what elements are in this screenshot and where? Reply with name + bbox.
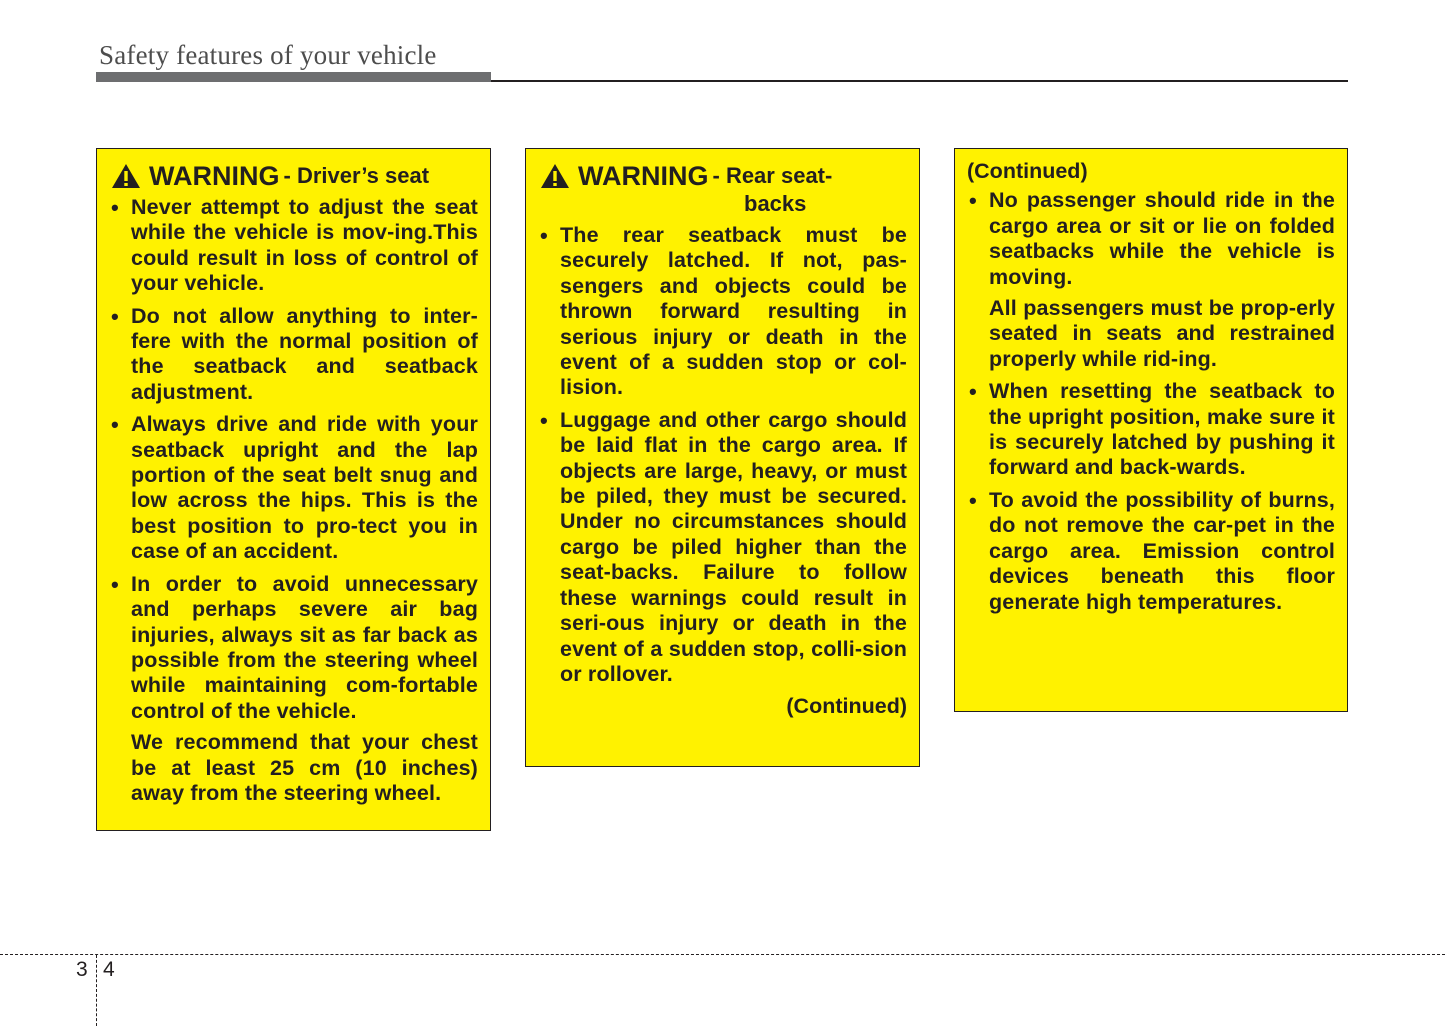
list-item-text: When resetting the seatback to the upright position, make sure it is securely latched by pushing it forward and back-wards. [989, 379, 1335, 480]
bullet: • [540, 223, 548, 248]
warning-label: WARNING [149, 161, 280, 191]
list-item-extra-text: We recommend that your chest be at least 25 cm (10 inches) away from the steering wheel. [131, 730, 478, 805]
warning-box-drivers-seat [96, 148, 491, 831]
warning-list [538, 223, 907, 687]
footer-divider [96, 955, 97, 1026]
footer-rule [0, 954, 1445, 955]
warning-list [109, 195, 478, 806]
bullet: • [540, 407, 548, 433]
bullet: • [969, 379, 977, 405]
page-number: 4 [103, 958, 115, 981]
warning-subtitle: - Driver’s seat [283, 163, 430, 188]
continued-label: (Continued) [967, 159, 1088, 183]
bullet: • [111, 195, 119, 220]
list-item [109, 195, 478, 297]
warning-triangle-icon [540, 163, 570, 189]
bullet: • [111, 412, 119, 438]
list-item [538, 408, 907, 687]
list-item-text: Never attempt to adjust the seat while the vehicle is mov-ing.This could result in loss of control of your vehicle. [131, 195, 478, 296]
warning-heading [111, 161, 478, 191]
chapter-number: 3 [76, 958, 88, 981]
list-item [967, 488, 1335, 615]
warning-label: WARNING [578, 161, 709, 191]
header-rule [491, 80, 1348, 82]
warning-subtitle: - Rear seat- [712, 163, 833, 188]
warning-box-rear-seatbacks [525, 148, 920, 767]
bullet: • [111, 571, 119, 597]
list-item-extra-text: All passengers must be prop-erly seated in seats and restrained properly while rid-ing. [989, 296, 1335, 371]
list-item [967, 188, 1335, 372]
list-item [538, 223, 907, 401]
list-item [109, 412, 478, 564]
list-item-text: Always drive and ride with your seatback upright and the lap portion of the seat belt snug and low across the hips. This is the best position to pro-tect you in case of an accident. [131, 412, 478, 564]
list-item-text: To avoid the possibility of burns, do not remove the car-pet in the cargo area. Emission control devices beneath this floor generate high temperatures. [989, 487, 1335, 614]
warning-subtitle-continued: backs [744, 191, 807, 216]
list-item-text: Do not allow anything to inter-fere with the normal position of the seatback and seatback adjustment. [131, 303, 478, 404]
list-item-text: Luggage and other cargo should be laid flat in the cargo area. If objects are large, heavy, or must be piled, they must be secured. Under no circumstances should cargo be piled higher than the seat-backs. Failure to follow these warnings could result in seri-ous injury or death in the event of a sudden stop, colli-sion or rollover. [560, 407, 907, 686]
warning-triangle-icon [111, 163, 141, 189]
list-item [109, 572, 478, 807]
bullet: • [969, 487, 977, 513]
warning-heading [540, 161, 907, 191]
list-item-text: The rear seatback must be securely latched. If not, pas-sengers and objects could be thrown forward resulting in serious injury or death in the event of a sudden stop or col-lision. [560, 223, 907, 400]
list-item-text: No passenger should ride in the cargo area or sit or lie on folded seatbacks while the vehicle is moving. [989, 188, 1335, 289]
list-item [967, 379, 1335, 481]
continued-label: (Continued) [786, 694, 907, 719]
warning-box-continued [954, 148, 1348, 712]
page-header-title: Safety features of your vehicle [99, 40, 437, 70]
list-item-text: In order to avoid unnecessary and perhaps severe air bag injuries, always sit as far back as possible from the steering wheel while maintaining com-fortable control of the vehicle. [131, 571, 478, 723]
header-bar [96, 72, 491, 82]
list-item [109, 304, 478, 406]
bullet: • [111, 303, 119, 329]
warning-list [967, 188, 1335, 615]
bullet: • [969, 188, 977, 214]
